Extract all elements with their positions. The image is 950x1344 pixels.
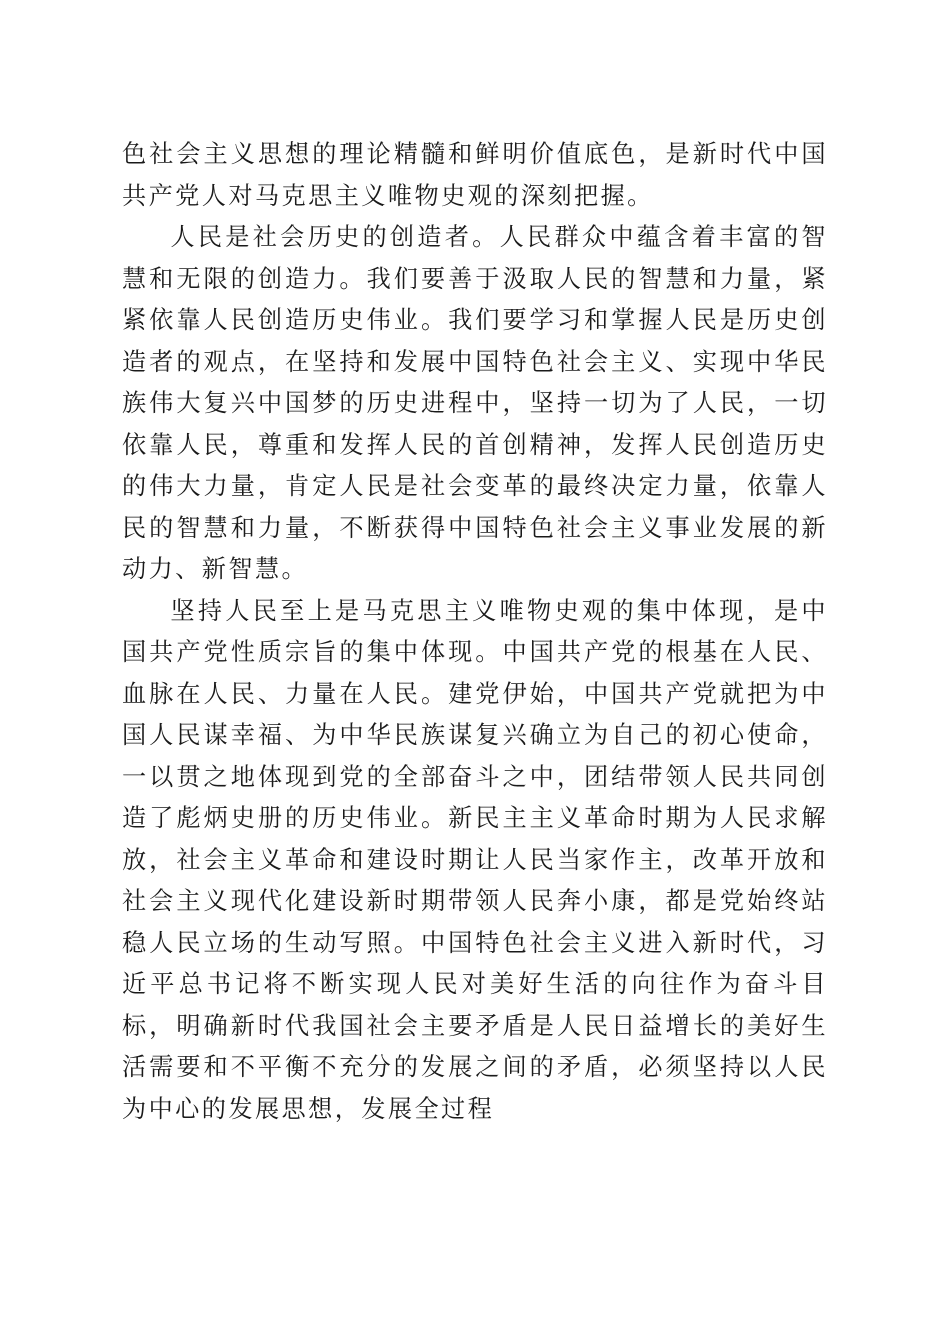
paragraph-3: 坚持人民至上是马克思主义唯物史观的集中体现，是中国共产党性质宗旨的集中体现。中国共产党的根基在人民、血脉在人民、力量在人民。建党伊始，中国共产党就把为中国人民谋幸福、为中华民族谋复兴确立为自己的初心使命，一以贯之地体现到党的全部奋斗之中，团结带领人民共同创造了彪炳史册的历史伟业。新民主主义革命时期为人民求解放，社会主义革命和建设时期让人民当家作主，改革开放和社会主义现代化建设新时期带领人民奔小康，都是党始终站稳人民立场的生动写照。中国特色社会主义进入新时代，习近平总书记将不断实现人民对美好生活的向往作为奋斗目标，明确新时代我国社会主要矛盾是人民日益增长的美好生活需要和不平衡不充分的发展之间的矛盾，必须坚持以人民为中心的发展思想，发展全过程 bbox=[122, 596, 828, 1123]
paragraph-1: 色社会主义思想的理论精髓和鲜明价值底色，是新时代中国共产党人对马克思主义唯物史观的深刻把握。 bbox=[122, 140, 828, 210]
body-text bbox=[122, 134, 828, 1130]
paragraph-2: 人民是社会历史的创造者。人民群众中蕴含着丰富的智慧和无限的创造力。我们要善于汲取人民的智慧和力量，紧紧依靠人民创造历史伟业。我们要学习和掌握人民是历史创造者的观点，在坚持和发展中国特色社会主义、实现中华民族伟大复兴中国梦的历史进程中，坚持一切为了人民，一切依靠人民，尊重和发挥人民的首创精神，发挥人民创造历史的伟大力量，肯定人民是社会变革的最终决定力量，依靠人民的智慧和力量，不断获得中国特色社会主义事业发展的新动力、新智慧。 bbox=[122, 223, 828, 583]
